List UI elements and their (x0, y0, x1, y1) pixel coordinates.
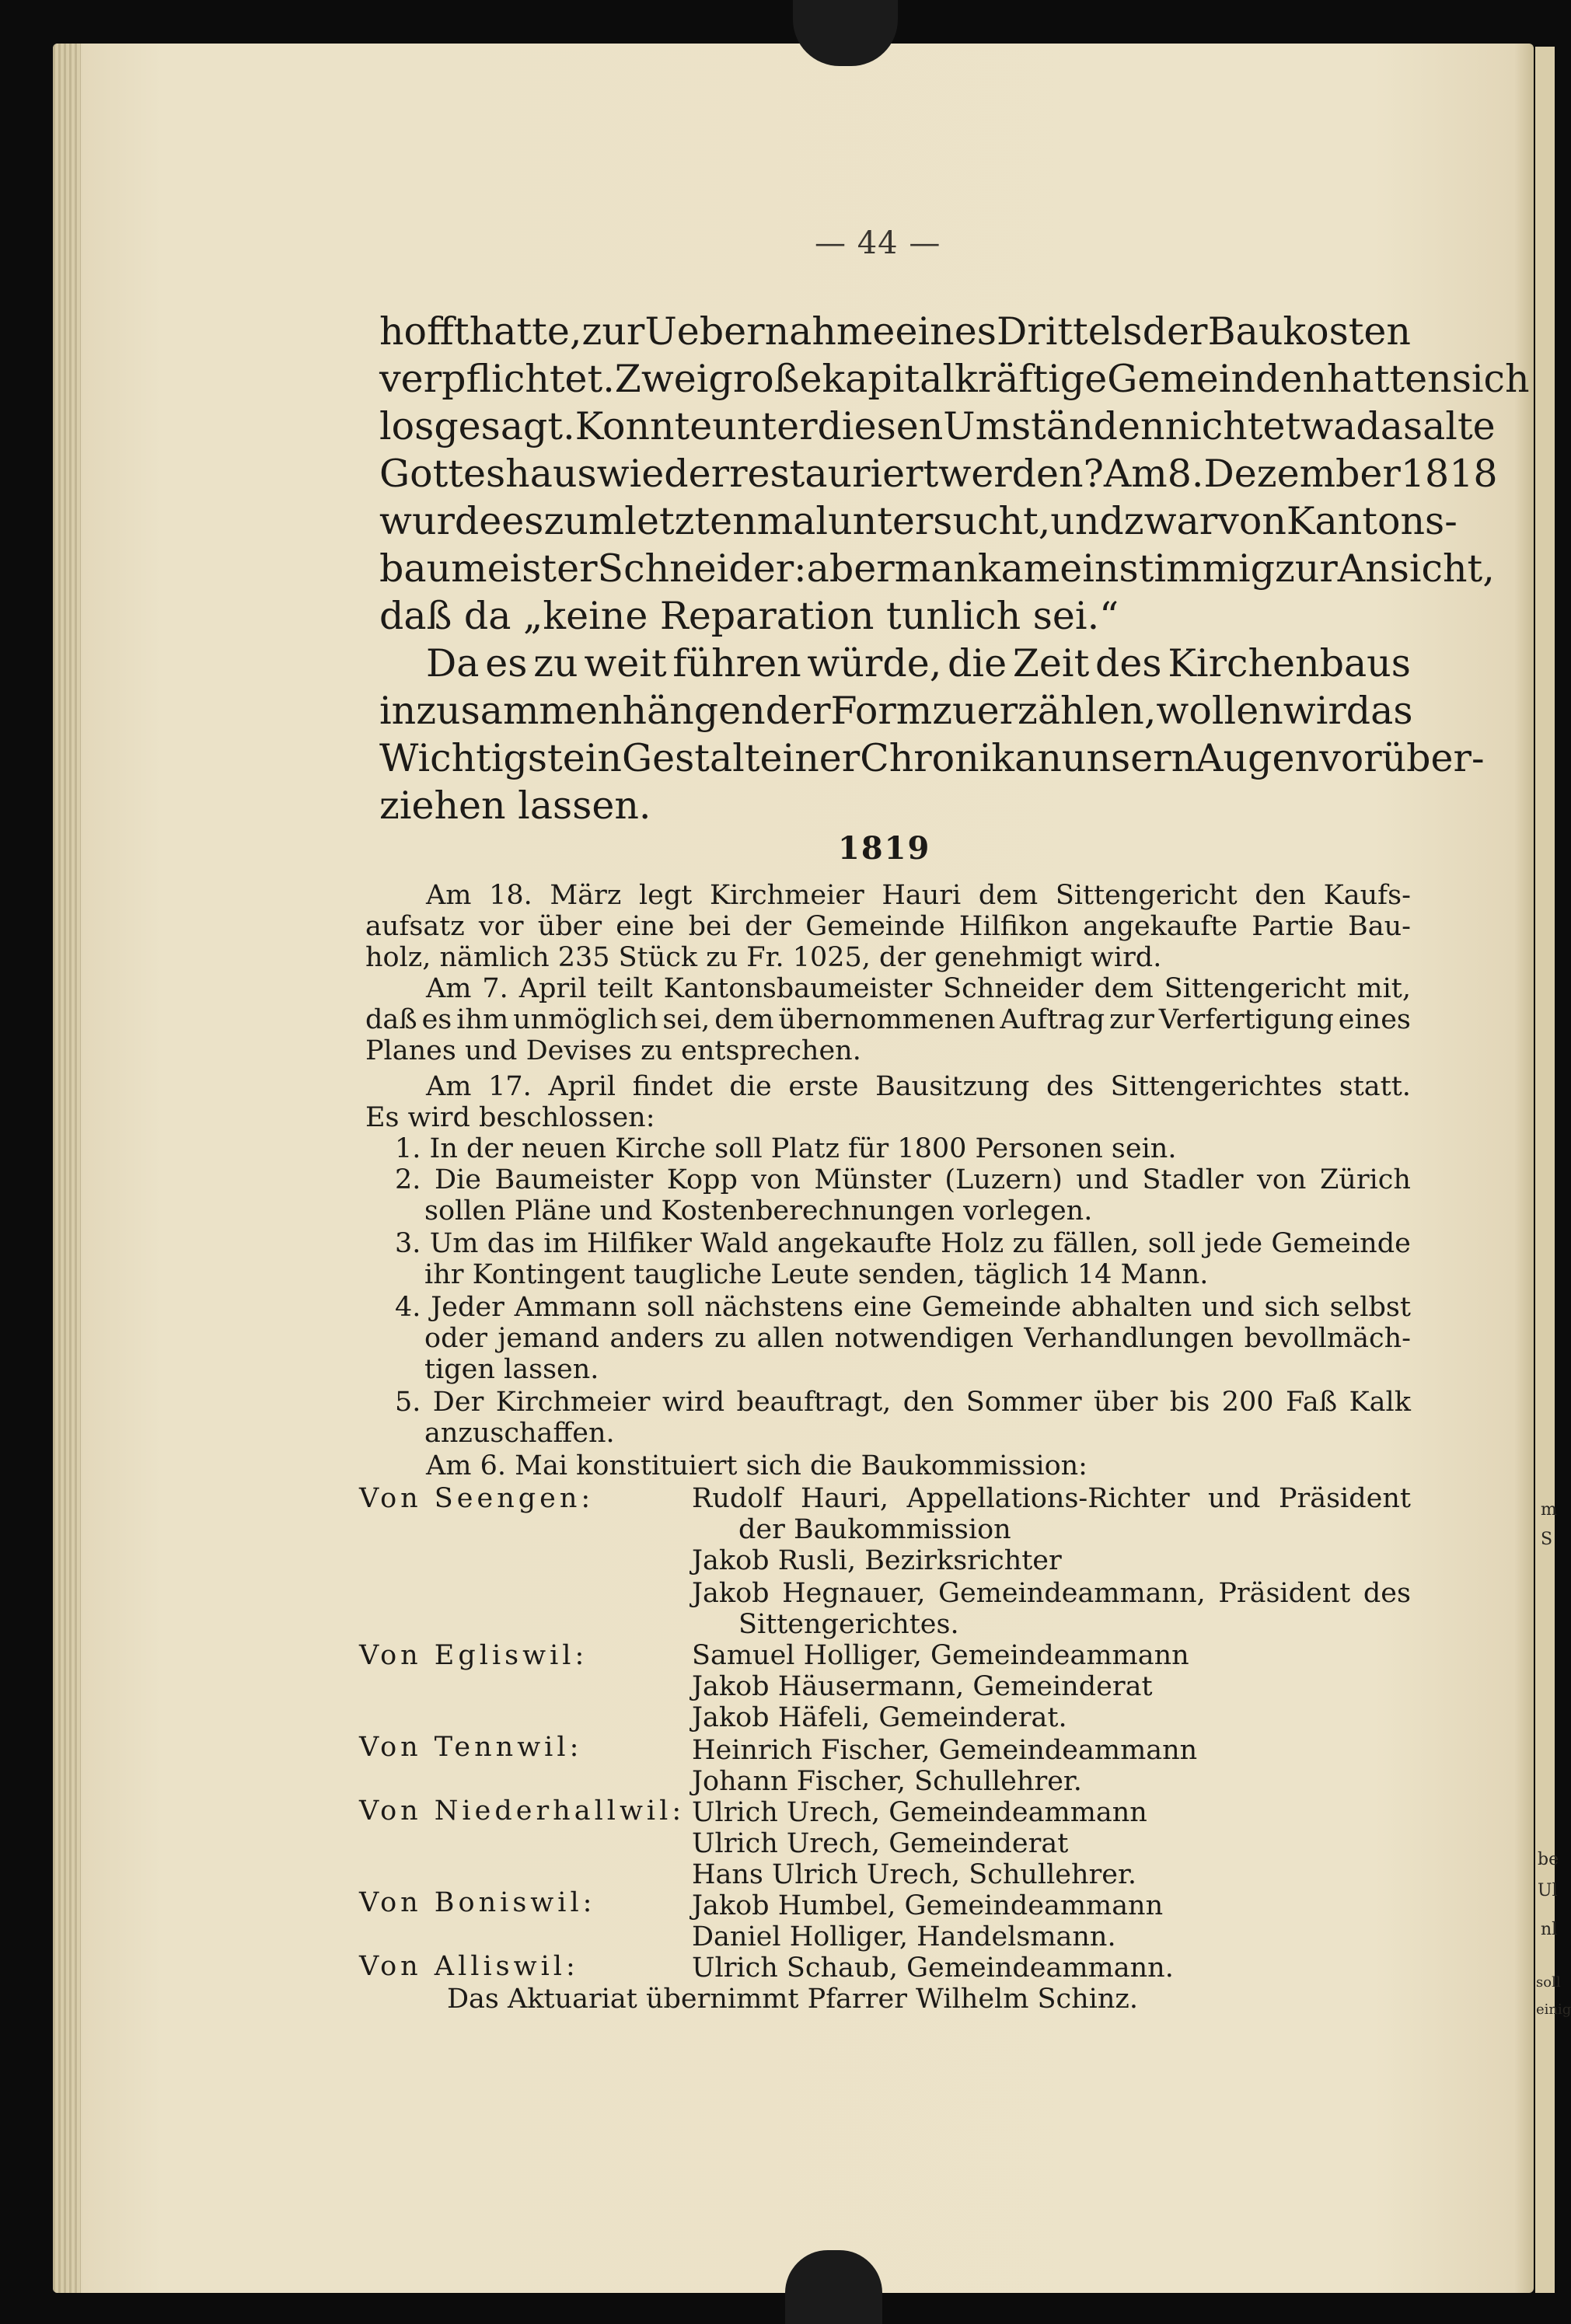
word: Hilfikon (958, 911, 1069, 942)
word: dem (714, 1004, 774, 1035)
word: Hegnauer, (782, 1578, 926, 1609)
word: Hilfiker (586, 1228, 692, 1259)
word: Bau- (1347, 911, 1411, 942)
chronicle-line: Planes und Devises zu entsprechen. (365, 1035, 861, 1066)
word: es (421, 1004, 452, 1035)
word: eines (1338, 1004, 1411, 1035)
commission-place: Von Egliswil: (359, 1640, 588, 1671)
word: Dezember (1203, 452, 1401, 496)
word: dem (1094, 973, 1154, 1004)
word: Kirchmeier (495, 1387, 651, 1418)
word: angekaufte (777, 1228, 932, 1259)
word: übernommenen (778, 1004, 996, 1035)
word: Am (426, 973, 472, 1004)
word: sich (1264, 1292, 1320, 1323)
commission-member: Hans Ulrich Urech, Schullehrer. (692, 1859, 1136, 1890)
word: kam (977, 546, 1060, 591)
paragraph-line (379, 452, 1498, 496)
resolution-item: sollen Pläne und Kostenberechnungen vorlegen. (424, 1195, 1093, 1227)
word: unmöglich (513, 1004, 658, 1035)
word: 5. (395, 1387, 421, 1418)
word: Am (426, 880, 472, 911)
word: Ammann (514, 1292, 637, 1323)
resolution-item: 1. In der neuen Kirche soll Platz für 1800 Personen sein. (395, 1133, 1177, 1164)
word: aber (806, 546, 895, 591)
word: und (1207, 1483, 1261, 1514)
word: baumeister (379, 546, 598, 591)
word: Münster (814, 1164, 931, 1195)
word: in (379, 689, 417, 733)
word: April (548, 1071, 616, 1102)
word: losgesagt. (379, 404, 575, 448)
closing-line: Das Aktuariat übernimmt Pfarrer Wilhelm Schinz. (447, 1984, 1138, 2015)
commission-member: Ulrich Urech, Gemeindeammann (692, 1797, 1147, 1828)
margin-fragment: m (1541, 1500, 1557, 1520)
word: zum (543, 499, 625, 543)
paragraph-line (379, 546, 1495, 591)
commission-member: Jakob Häusermann, Gemeinderat (692, 1671, 1153, 1702)
word: verpflichtet. (379, 357, 615, 401)
commission-place: Von Alliswil: (359, 1951, 579, 1982)
commission-member: der Baukommission (738, 1514, 1011, 1545)
word: letztenmal (624, 499, 829, 543)
commission-member: Heinrich Fischer, Gemeindeammann (692, 1735, 1198, 1766)
word: Gemeindeammann, (938, 1578, 1206, 1609)
paragraph-line: ziehen lassen. (379, 783, 651, 828)
word: die (729, 1071, 772, 1102)
word: Stadler (1142, 1164, 1244, 1195)
word: es (485, 641, 528, 686)
commission-member (692, 1578, 1411, 1609)
word: Zeit (1012, 641, 1090, 686)
resolution-item: tigen lassen. (424, 1354, 599, 1385)
word: mit, (1356, 973, 1411, 1004)
word: wieder (596, 452, 730, 496)
chronicle-line (426, 1071, 1411, 1102)
word: die (948, 641, 1007, 686)
word: Chronik (860, 736, 1015, 780)
word: und (1202, 1292, 1255, 1323)
word: unter (712, 404, 818, 448)
word: und (1076, 1164, 1129, 1195)
chronicle-line: Es wird beschlossen: (365, 1102, 655, 1133)
word: ihm (456, 1004, 509, 1035)
paragraph-line: daß da „keine Reparation tunlich sei.“ (379, 594, 1119, 638)
commission-member: Ulrich Urech, Gemeinderat (692, 1828, 1069, 1859)
margin-fragment: Ul (1538, 1881, 1558, 1900)
word: Baumeister (494, 1164, 654, 1195)
word: zur (581, 309, 645, 354)
word: Gotteshaus (379, 452, 597, 496)
word: Schneider: (597, 546, 807, 591)
word: Verhandlungen (1024, 1323, 1234, 1354)
word: den (1255, 880, 1306, 911)
word: 18. (489, 880, 532, 911)
commission-member: Jakob Rusli, Bezirksrichter (692, 1545, 1062, 1576)
word: in (585, 736, 622, 780)
commission-member (692, 1483, 1411, 1514)
paragraph-line (379, 357, 1530, 401)
word: Baukosten (1207, 309, 1411, 354)
word: Partie (1252, 911, 1334, 942)
commission-place: Von Seengen: (359, 1483, 595, 1514)
word: führen (672, 641, 801, 686)
year-heading: 1819 (838, 830, 931, 867)
word: Kaufs- (1323, 880, 1411, 911)
word: legt (638, 880, 693, 911)
resolution-item (395, 1387, 1411, 1418)
word: 200 (1221, 1387, 1274, 1418)
word: Hauri, (801, 1483, 889, 1514)
word: einstimmig (1060, 546, 1275, 591)
word: den (902, 1387, 955, 1418)
word: Jakob (692, 1578, 770, 1609)
word: im (543, 1228, 578, 1259)
word: Zürich (1319, 1164, 1411, 1195)
word: hofft (379, 309, 470, 354)
word: diesen (817, 404, 944, 448)
word: Gestalt (621, 736, 760, 780)
word: von (751, 1164, 801, 1195)
word: Sittengericht (1055, 880, 1238, 911)
paragraph-line (379, 689, 1411, 733)
word: eine (616, 911, 675, 942)
word: Sommer (965, 1387, 1082, 1418)
word: Kantonsbaumeister (663, 973, 933, 1004)
commission-member: Ulrich Schaub, Gemeindeammann. (692, 1952, 1174, 1984)
word: Am (426, 1071, 472, 1102)
word: daß (365, 1004, 417, 1035)
chronicle-line: Am 6. Mai konstituiert sich die Baukommission: (426, 1450, 1087, 1481)
word: Hauri (882, 880, 962, 911)
word: Form (830, 689, 933, 733)
word: anders (609, 1323, 704, 1354)
word: Jeder (431, 1292, 504, 1323)
word: fällen, (1053, 1228, 1140, 1259)
commission-place: Von Tennwil: (359, 1732, 583, 1763)
word: selbst (1329, 1292, 1411, 1323)
paragraph-line (379, 309, 1411, 354)
word: man (894, 546, 978, 591)
word: Da (426, 641, 480, 686)
word: bei (688, 911, 731, 942)
word: Kirchmeier (709, 880, 864, 911)
word: zu (932, 689, 977, 733)
word: das (487, 1228, 535, 1259)
word: an (1014, 736, 1062, 780)
margin-fragment: soll (1536, 1974, 1561, 1991)
word: Der (432, 1387, 484, 1418)
word: soll (647, 1292, 695, 1323)
word: Zwei (614, 357, 709, 401)
commission-member: Daniel Holliger, Handelsmann. (692, 1921, 1116, 1952)
margin-fragment: be (1538, 1850, 1559, 1869)
paragraph-line (379, 499, 1458, 543)
word: teilt (597, 973, 653, 1004)
word: Gemeinden (1107, 357, 1327, 401)
resolution-item (395, 1164, 1411, 1195)
word: Drittels (996, 309, 1143, 354)
word: Umständen (943, 404, 1165, 448)
word: zwar (1123, 499, 1218, 543)
word: 8. (1167, 452, 1204, 496)
word: alte (1423, 404, 1496, 448)
word: Verfertigung (1158, 1004, 1334, 1035)
commission-member: Sittengerichtes. (738, 1609, 959, 1640)
word: Kantons- (1286, 499, 1458, 543)
chronicle-line: holz, nämlich 235 Stück zu Fr. 1025, der genehmigt wird. (365, 942, 1162, 973)
word: das (1356, 404, 1423, 448)
word: es (501, 499, 544, 543)
word: Ansicht, (1337, 546, 1495, 591)
word: jemand (497, 1323, 599, 1354)
word: von (1257, 1164, 1307, 1195)
word: zur (1109, 1004, 1154, 1035)
word: sich (1451, 357, 1530, 401)
word: zu (1012, 1228, 1045, 1259)
margin-fragment: nl (1541, 1920, 1558, 1939)
word: wollen (1156, 689, 1283, 733)
word: Sittengericht (1164, 973, 1346, 1004)
word: findet (632, 1071, 713, 1102)
word: vorüber- (1319, 736, 1485, 780)
word: von (1217, 499, 1286, 543)
resolution-item (424, 1323, 1411, 1354)
word: (Luzern) (944, 1164, 1063, 1195)
word: 17. (488, 1071, 532, 1102)
word: Kopp (666, 1164, 738, 1195)
chronicle-line (426, 973, 1411, 1004)
word: April (518, 973, 587, 1004)
word: des (1046, 1071, 1094, 1102)
commission-member: Johann Fischer, Schullehrer. (692, 1766, 1082, 1797)
word: wurde (379, 499, 502, 543)
word: Die (434, 1164, 481, 1195)
chronicle-line (365, 911, 1411, 942)
word: zur (1274, 546, 1338, 591)
word: Sittengerichtes (1110, 1071, 1323, 1102)
word: März (550, 880, 622, 911)
word: 3. (395, 1228, 421, 1259)
word: Gemeinde (1271, 1228, 1411, 1259)
word: jede (1204, 1228, 1263, 1259)
word: Augen (1196, 736, 1320, 780)
word: eine (853, 1292, 913, 1323)
word: Um (429, 1228, 479, 1259)
word: Holz (941, 1228, 1004, 1259)
commission-place: Von Niederhallwil: (359, 1795, 686, 1827)
word: Gemeinde (805, 911, 945, 942)
resolution-item: ihr Kontingent taugliche Leute senden, täglich 14 Mann. (424, 1259, 1209, 1290)
word: hatte, (469, 309, 582, 354)
commission-member: Jakob Humbel, Gemeindeammann (692, 1890, 1164, 1921)
word: angekaufte (1083, 911, 1238, 942)
word: restauriert (729, 452, 939, 496)
word: eines (895, 309, 997, 354)
word: Wald (700, 1228, 769, 1259)
word: oder (424, 1323, 487, 1354)
word: 7. (482, 973, 508, 1004)
margin-fragment: einig (1536, 2001, 1571, 2018)
word: der (1142, 309, 1208, 354)
word: notwendigen (834, 1323, 1014, 1354)
word: der (745, 911, 792, 942)
word: Schneider (943, 973, 1084, 1004)
word: hatten (1326, 357, 1452, 401)
word: Auftrag (1000, 1004, 1105, 1035)
commission-place: Von Boniswil: (359, 1887, 596, 1918)
word: wird (662, 1387, 725, 1418)
word: Faß (1285, 1387, 1338, 1418)
word: Appellations-Richter (906, 1483, 1190, 1514)
word: über (537, 911, 602, 942)
word: unsern (1061, 736, 1196, 780)
word: etwa (1262, 404, 1356, 448)
word: nicht (1164, 404, 1263, 448)
word: 2. (395, 1164, 421, 1195)
word: werden? (938, 452, 1104, 496)
word: allen (756, 1323, 825, 1354)
word: Präsident (1218, 1578, 1351, 1609)
word: 4. (395, 1292, 421, 1323)
word: wir (1283, 689, 1346, 733)
word: über (1094, 1387, 1158, 1418)
word: würde, (807, 641, 942, 686)
word: soll (1147, 1228, 1196, 1259)
word: erzählen, (976, 689, 1157, 733)
word: Konnte (574, 404, 713, 448)
chronicle-line (426, 880, 1411, 911)
word: statt. (1339, 1071, 1411, 1102)
word: das (1346, 689, 1413, 733)
resolution-item (395, 1292, 1411, 1323)
word: des (1363, 1578, 1411, 1609)
word: zu (714, 1323, 747, 1354)
commission-member: Jakob Häfeli, Gemeinderat. (692, 1702, 1067, 1733)
word: Kalk (1349, 1387, 1411, 1418)
paragraph-line (379, 404, 1496, 448)
word: beauftragt, (736, 1387, 892, 1418)
word: zu (533, 641, 578, 686)
word: zusammenhängender (416, 689, 831, 733)
word: bis (1169, 1387, 1210, 1418)
word: Am (1103, 452, 1168, 496)
margin-fragment: S (1541, 1530, 1553, 1549)
chronicle-line (365, 1004, 1411, 1035)
paragraph-line (426, 641, 1411, 686)
word: kapitalkräftige (822, 357, 1108, 401)
word: sei, (662, 1004, 710, 1035)
word: Uebernahme (644, 309, 895, 354)
page-number: — 44 — (815, 225, 941, 261)
word: aufsatz (365, 911, 465, 942)
word: Gemeinde (921, 1292, 1062, 1323)
word: nächstens (704, 1292, 844, 1323)
word: vor (478, 911, 524, 942)
word: und (1050, 499, 1124, 543)
word: einer (759, 736, 861, 780)
word: Kirchenbaus (1168, 641, 1411, 686)
word: Wichtigste (379, 736, 585, 780)
word: des (1095, 641, 1162, 686)
commission-member: Samuel Holliger, Gemeindeammann (692, 1640, 1189, 1671)
word: Rudolf (692, 1483, 783, 1514)
word: weit (584, 641, 667, 686)
word: bevollmäch- (1244, 1323, 1411, 1354)
word: 1818 (1400, 452, 1498, 496)
resolution-item: anzuschaffen. (424, 1418, 615, 1449)
word: dem (978, 880, 1039, 911)
word: Präsident (1278, 1483, 1411, 1514)
word: erste (788, 1071, 859, 1102)
word: untersucht, (828, 499, 1051, 543)
paragraph-line (379, 736, 1485, 780)
word: große (708, 357, 822, 401)
word: abhalten (1071, 1292, 1192, 1323)
resolution-item (395, 1228, 1411, 1259)
word: Bausitzung (875, 1071, 1030, 1102)
